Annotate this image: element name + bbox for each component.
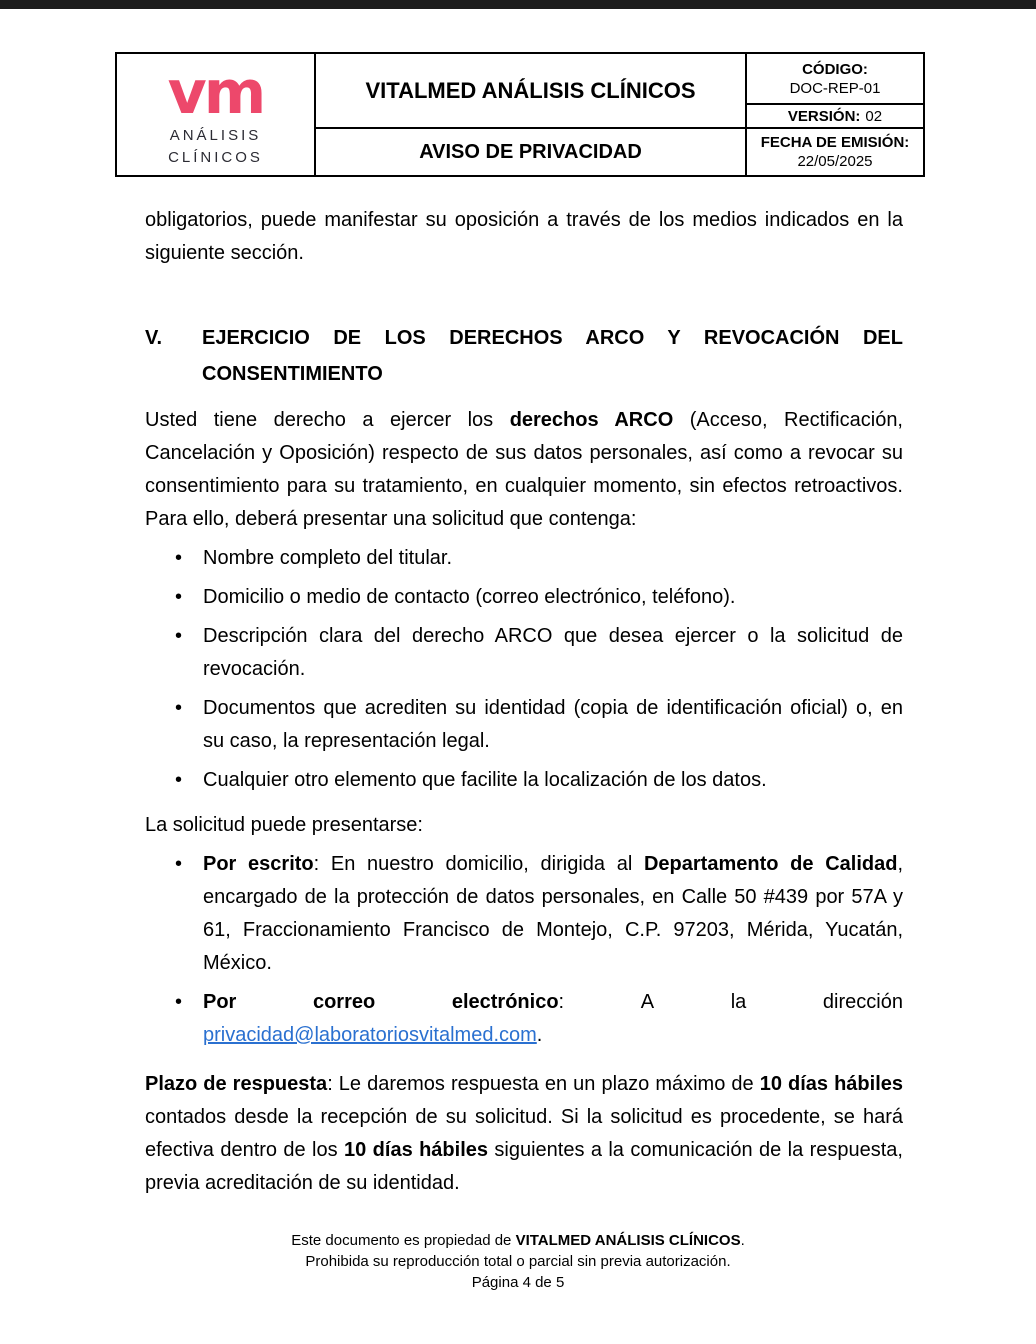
code-value: DOC-REP-01 — [789, 79, 881, 97]
section-title: EJERCICIO DE LOS DERECHOS ARCO Y REVOCACIÓN DEL CONSENTIMIENTO — [202, 327, 903, 385]
list-item-descripcion: • Descripción clara del derecho ARCO que desea ejercer o la solicitud de revocación. — [145, 620, 903, 686]
list-item-por-correo — [145, 986, 903, 1052]
issue-date-label: FECHA DE EMISIÓN: — [760, 134, 910, 151]
correo-electronico-line: • Por correo electrónico: A la dirección — [203, 991, 903, 1013]
vitalmed-logo-icon: vm — [167, 58, 264, 128]
version-value: 02 — [865, 107, 883, 125]
solicitud-paragraph: La solicitud puede presentarse: — [145, 814, 423, 836]
document-footer — [0, 1230, 1036, 1293]
list-item-otro-elemento: • Cualquier otro elemento que facilite la localización de los datos. — [145, 764, 903, 797]
logo-cell — [117, 54, 314, 175]
email-line-period: . — [536, 1024, 543, 1046]
list-item-nombre: • Nombre completo del titular. — [145, 542, 903, 575]
section-number: V. — [145, 327, 163, 349]
list-item-documentos: • Documentos que acrediten su identidad (copia de identificación oficial) o, en su caso, la representación legal. — [145, 692, 903, 758]
logo-subtitle — [168, 125, 263, 169]
issue-date-value: 22/05/2025 — [797, 153, 873, 170]
list-item-por-escrito: • Por escrito: En nuestro domicilio, dirigida al Departamento de Calidad, encargado de la protección de datos personales, en Calle 50 #439 por 57A y 61, Fraccionamiento Francisco de Montejo, C.P. 97203, Mérida, Yucatán, México. — [145, 848, 903, 980]
logo-subtitle-line1: ANÁLISIS — [169, 127, 262, 144]
code-cell — [745, 54, 923, 103]
privacy-email-link[interactable]: privacidad@laboratoriosvitalmed.com — [203, 1024, 537, 1046]
window-top-bar — [0, 0, 1036, 9]
list-item-domicilio: • Domicilio o medio de contacto (correo electrónico, teléfono). — [145, 581, 903, 614]
intro-paragraph: obligatorios, puede manifestar su oposición a través de los medios indicados en la siguiente sección. — [145, 209, 903, 264]
footer-ownership-line: Este documento es propiedad de VITALMED ANÁLISIS CLÍNICOS. — [291, 1232, 745, 1249]
submission-methods-list — [145, 848, 903, 1052]
document-header-table — [115, 52, 925, 177]
request-requirements-list — [145, 542, 903, 797]
footer-page-number: Página 4 de 5 — [471, 1274, 565, 1291]
issue-date-cell — [745, 127, 923, 175]
version-cell — [745, 103, 923, 127]
code-label: CÓDIGO: — [802, 60, 868, 78]
version-label: VERSIÓN: — [787, 107, 861, 125]
logo-subtitle-line2: CLÍNICOS — [168, 149, 263, 166]
plazo-respuesta-paragraph: Plazo de respuesta: Le daremos respuesta en un plazo máximo de 10 días hábiles contados desde la recepción de su solicitud. Si la solicitud es procedente, se hará efectiva dentro de los 10 días hábiles siguientes a la comunicación de la respuesta, previa acreditación de su identidad. — [145, 1073, 903, 1194]
section-heading — [145, 320, 903, 392]
document-body — [145, 182, 903, 1200]
company-title: VITALMED ANÁLISIS CLÍNICOS — [314, 54, 745, 127]
document-title: AVISO DE PRIVACIDAD — [314, 127, 745, 175]
footer-prohibition-line: Prohibida su reproducción total o parcial sin previa autorización. — [305, 1253, 731, 1270]
arco-rights-paragraph: Usted tiene derecho a ejercer los derechos ARCO (Acceso, Rectificación, Cancelación y Oposición) respecto de sus datos personales, así como a revocar su consentimiento para su tratamiento, en cualquier momento, sin efectos retroactivos. Para ello, deberá presentar una solicitud que contenga: — [145, 409, 903, 530]
email-line — [203, 1019, 903, 1052]
